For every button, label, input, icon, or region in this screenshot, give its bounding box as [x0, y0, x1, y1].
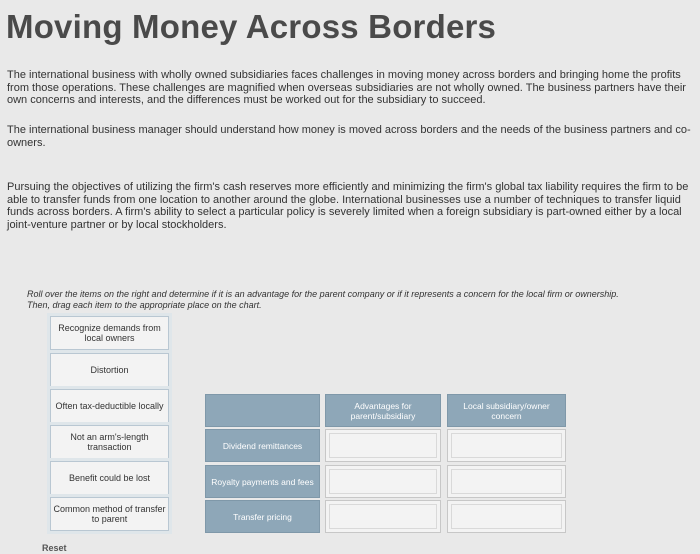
activity-instructions: Roll over the items on the right and determine if it is an advantage for the parent company or if it represents a concern for the local firm or ownership. Then, drag each item to the appropriate place on the chart.: [27, 289, 619, 310]
drag-item-benefit-lost[interactable]: [50, 461, 169, 495]
drop-zone-transfer-advantage[interactable]: [325, 500, 441, 533]
drag-item-common-method[interactable]: [50, 497, 169, 531]
chart-row-royalty: [205, 465, 320, 498]
chart-corner-header: [205, 394, 320, 427]
drag-item-not-arms-length[interactable]: [50, 425, 169, 459]
drag-item-recognize-demands[interactable]: [50, 316, 169, 350]
drag-item-label: Distortion: [90, 364, 129, 375]
drop-zone-transfer-concern[interactable]: [447, 500, 566, 533]
drag-item-label: Benefit could be lost: [68, 472, 151, 483]
chart-row-dividend: [205, 429, 320, 462]
drop-zone-dividend-concern[interactable]: [447, 429, 566, 462]
drop-zone-dividend-advantage[interactable]: [325, 429, 441, 462]
drag-item-distortion[interactable]: [50, 353, 169, 387]
page-title: Moving Money Across Borders: [6, 8, 497, 45]
intro-paragraph-2: The international business manager should understand how money is moved across borders and the needs of the business partners and co-owners.: [7, 124, 691, 149]
drop-zone-royalty-concern[interactable]: [447, 465, 566, 498]
drag-item-label: Not an arm's-length transaction: [70, 431, 149, 452]
drag-item-label: Often tax-deductible locally: [55, 400, 164, 411]
chart-row-transfer-pricing: [205, 500, 320, 533]
intro-paragraph-3: Pursuing the objectives of utilizing the firm's cash reserves more efficiently and minimizing the firm's global tax liability requires the firm to be able to transfer funds from one location to another around the globe. International businesses use a number of techniques to transfer liquid funds across borders. A firm's ability to select a particular policy is severely limited when a foreign subsidiary is part-owned either by a local joint-venture partner or by local stockholders.: [7, 181, 689, 231]
drag-item-label: Recognize demands from local owners: [58, 322, 161, 343]
intro-paragraph-1: The international business with wholly owned subsidiaries faces challenges in moving money across borders and bringing home the profits from those operations. These challenges are magnified when overseas subsidiaries are not wholly owned. The business partners have their own concerns and interests, and the differences must be worked out for the subsidiary to succeed.: [7, 69, 686, 106]
drag-item-tax-deductible[interactable]: [50, 389, 169, 423]
chart-header-advantages: [325, 394, 441, 427]
drag-item-label: Common method of transfer to parent: [53, 503, 166, 524]
drop-zone-royalty-advantage[interactable]: [325, 465, 441, 498]
chart-row-label: Royalty payments and fees: [211, 476, 314, 487]
chart-row-label: Dividend remittances: [222, 440, 303, 451]
chart-header-label: Advantages for parent/subsidiary: [350, 400, 416, 421]
chart-row-label: Transfer pricing: [233, 511, 292, 522]
chart-header-label: Local subsidiary/owner concern: [463, 400, 550, 421]
reset-button[interactable]: Reset: [42, 543, 67, 553]
chart-header-concern: [447, 394, 566, 427]
